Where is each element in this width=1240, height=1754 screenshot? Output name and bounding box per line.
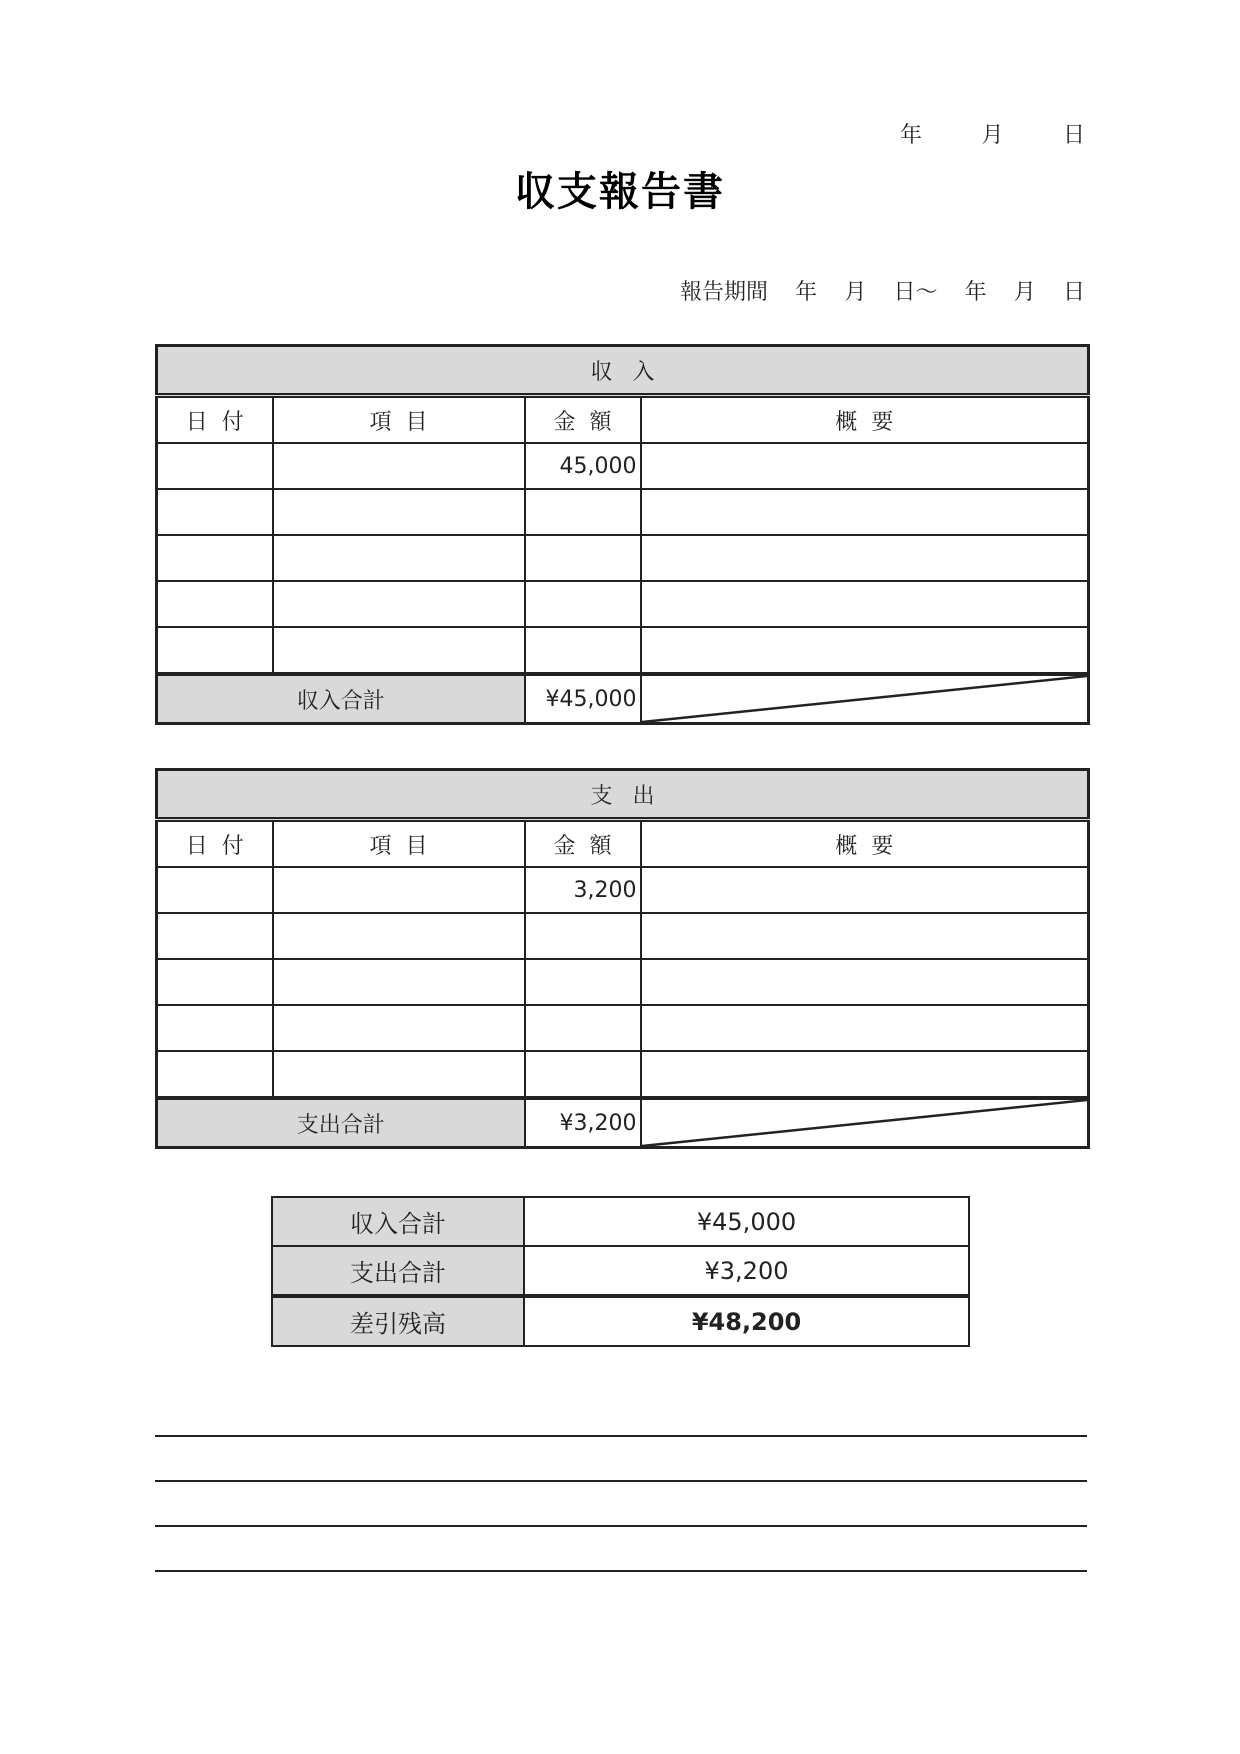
date-year[interactable]: 年 xyxy=(900,123,923,148)
note-cell[interactable] xyxy=(641,913,1089,959)
period-start-month[interactable]: 月 xyxy=(844,280,867,305)
expense-section xyxy=(155,768,1087,1149)
amount-cell[interactable] xyxy=(525,627,641,674)
note-cell[interactable] xyxy=(641,1051,1089,1098)
page-title: 収支報告書 xyxy=(515,169,725,215)
item-cell[interactable] xyxy=(273,1051,525,1098)
memo-line[interactable] xyxy=(155,1570,1087,1572)
col-amount-header: 金額 xyxy=(525,820,641,868)
date-day[interactable]: 日 xyxy=(1062,123,1085,148)
period-label: 報告期間 xyxy=(680,280,769,305)
expense-total-blank xyxy=(641,1098,1089,1148)
income-table xyxy=(155,344,1090,725)
summary-section xyxy=(271,1196,968,1347)
amount-cell[interactable]: 45,000 xyxy=(525,443,641,489)
period-end-year[interactable]: 年 xyxy=(964,280,987,305)
summary-balance-row xyxy=(272,1296,969,1346)
note-cell[interactable] xyxy=(641,443,1089,489)
expense-total-row xyxy=(157,1098,1089,1148)
item-cell[interactable] xyxy=(273,581,525,627)
document-date xyxy=(900,118,1085,149)
period-start-year[interactable]: 年 xyxy=(795,280,818,305)
amount-cell[interactable] xyxy=(525,959,641,1005)
memo-line[interactable] xyxy=(155,1525,1087,1527)
memo-line[interactable] xyxy=(155,1435,1087,1437)
income-banner: 収入 xyxy=(157,346,1089,396)
col-date-header: 日付 xyxy=(157,396,273,444)
date-cell[interactable] xyxy=(157,867,273,913)
table-row xyxy=(157,443,1089,489)
table-row xyxy=(157,627,1089,674)
income-banner-row xyxy=(157,346,1089,396)
note-cell[interactable] xyxy=(641,1005,1089,1051)
item-cell[interactable] xyxy=(273,867,525,913)
income-total-row xyxy=(157,674,1089,724)
date-cell[interactable] xyxy=(157,1005,273,1051)
diagonal-strike xyxy=(642,676,1088,722)
col-item-header: 項目 xyxy=(273,820,525,868)
amount-cell[interactable] xyxy=(525,1005,641,1051)
item-cell[interactable] xyxy=(273,1005,525,1051)
note-cell[interactable] xyxy=(641,867,1089,913)
amount-cell[interactable] xyxy=(525,489,641,535)
amount-cell[interactable] xyxy=(525,535,641,581)
note-cell[interactable] xyxy=(641,581,1089,627)
table-row xyxy=(157,959,1089,1005)
summary-income-row xyxy=(272,1197,969,1246)
date-cell[interactable] xyxy=(157,627,273,674)
summary-income-label: 収入合計 xyxy=(272,1197,524,1246)
item-cell[interactable] xyxy=(273,627,525,674)
income-total-value: ¥45,000 xyxy=(525,674,641,724)
diagonal-strike xyxy=(642,1100,1088,1146)
table-row xyxy=(157,1051,1089,1098)
summary-expense-row xyxy=(272,1246,969,1296)
table-row xyxy=(157,913,1089,959)
expense-table xyxy=(155,768,1090,1149)
col-amount-header: 金額 xyxy=(525,396,641,444)
table-row xyxy=(157,489,1089,535)
date-cell[interactable] xyxy=(157,913,273,959)
summary-expense-label: 支出合計 xyxy=(272,1246,524,1296)
summary-income-value: ¥45,000 xyxy=(524,1197,969,1246)
table-row xyxy=(157,867,1089,913)
table-row xyxy=(157,581,1089,627)
date-cell[interactable] xyxy=(157,1051,273,1098)
date-cell[interactable] xyxy=(157,489,273,535)
amount-cell[interactable] xyxy=(525,1051,641,1098)
note-cell[interactable] xyxy=(641,959,1089,1005)
period-end-month[interactable]: 月 xyxy=(1013,280,1036,305)
note-cell[interactable] xyxy=(641,489,1089,535)
date-cell[interactable] xyxy=(157,443,273,489)
table-row xyxy=(157,1005,1089,1051)
amount-cell[interactable]: 3,200 xyxy=(525,867,641,913)
date-cell[interactable] xyxy=(157,959,273,1005)
income-total-label: 収入合計 xyxy=(157,674,525,724)
date-cell[interactable] xyxy=(157,581,273,627)
item-cell[interactable] xyxy=(273,913,525,959)
col-item-header: 項目 xyxy=(273,396,525,444)
col-date-header: 日付 xyxy=(157,820,273,868)
summary-table xyxy=(271,1196,970,1347)
item-cell[interactable] xyxy=(273,959,525,1005)
income-header-row xyxy=(157,396,1089,444)
summary-balance-label: 差引残高 xyxy=(272,1296,524,1346)
item-cell[interactable] xyxy=(273,443,525,489)
note-cell[interactable] xyxy=(641,627,1089,674)
summary-expense-value: ¥3,200 xyxy=(524,1246,969,1296)
expense-banner: 支出 xyxy=(157,770,1089,820)
expense-total-label: 支出合計 xyxy=(157,1098,525,1148)
report-period xyxy=(680,275,1085,306)
table-row xyxy=(157,535,1089,581)
expense-header-row xyxy=(157,820,1089,868)
col-note-header: 概要 xyxy=(641,396,1089,444)
income-total-blank xyxy=(641,674,1089,724)
memo-line[interactable] xyxy=(155,1480,1087,1482)
date-month[interactable]: 月 xyxy=(981,123,1004,148)
expense-total-value: ¥3,200 xyxy=(525,1098,641,1148)
amount-cell[interactable] xyxy=(525,913,641,959)
note-cell[interactable] xyxy=(641,535,1089,581)
date-cell[interactable] xyxy=(157,535,273,581)
col-note-header: 概要 xyxy=(641,820,1089,868)
expense-banner-row xyxy=(157,770,1089,820)
item-cell[interactable] xyxy=(273,535,525,581)
amount-cell[interactable] xyxy=(525,581,641,627)
period-start-day[interactable]: 日〜 xyxy=(893,280,938,305)
item-cell[interactable] xyxy=(273,489,525,535)
period-end-day[interactable]: 日 xyxy=(1062,280,1085,305)
income-section xyxy=(155,344,1087,725)
summary-balance-value: ¥48,200 xyxy=(524,1296,969,1346)
